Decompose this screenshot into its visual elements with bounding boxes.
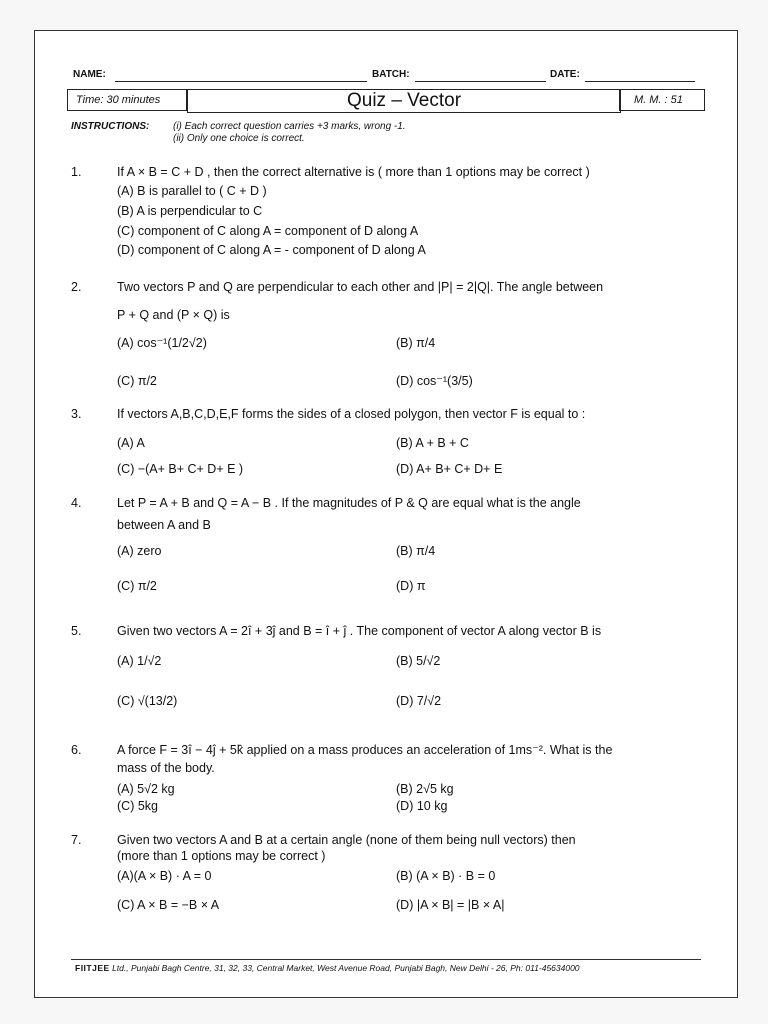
q2-option-d[interactable]: (D) cos⁻¹(3/5) bbox=[396, 374, 473, 388]
q2-stem-line1: Two vectors P and Q are perpendicular to each other and |P| = 2|Q|. The angle between bbox=[117, 280, 604, 294]
q6-stem-line2: mass of the body. bbox=[117, 761, 215, 775]
q6-option-c[interactable]: (C) 5kg bbox=[117, 799, 158, 813]
q6-stem-line1: A force F = 3î − 4ĵ + 5k̂ applied on a mass produces an acceleration of 1ms⁻². What is the bbox=[117, 743, 613, 757]
instruction-2: (ii) Only one choice is correct. bbox=[173, 133, 305, 144]
q3-option-a[interactable]: (A) A bbox=[117, 436, 145, 450]
q7-stem-line2: (more than 1 options may be correct ) bbox=[117, 849, 326, 863]
q3-stem: If vectors A,B,C,D,E,F forms the sides of a closed polygon, then vector F is equal to : bbox=[117, 407, 586, 421]
q3-number: 3. bbox=[71, 407, 82, 421]
q1-option-c[interactable]: (C) component of C along A = component of D along A bbox=[117, 224, 419, 238]
q6-number: 6. bbox=[71, 743, 82, 757]
q5-option-d[interactable]: (D) 7/√2 bbox=[396, 694, 442, 708]
q4-number: 4. bbox=[71, 496, 82, 510]
max-marks: M. M. : 51 bbox=[634, 94, 683, 106]
footer-rule bbox=[71, 959, 701, 960]
q7-number: 7. bbox=[71, 833, 82, 847]
q1-number: 1. bbox=[71, 165, 82, 179]
q2-number: 2. bbox=[71, 280, 82, 294]
q4-stem-line2: between A and B bbox=[117, 518, 211, 532]
time-text: Time: 30 minutes bbox=[76, 94, 161, 106]
q2-option-b[interactable]: (B) π/4 bbox=[396, 336, 436, 350]
q7-option-b[interactable]: (B) (A × B) · B = 0 bbox=[396, 869, 496, 883]
footer bbox=[75, 963, 580, 973]
q5-number: 5. bbox=[71, 624, 82, 638]
date-line bbox=[585, 81, 695, 82]
q3-option-b[interactable]: (B) A + B + C bbox=[396, 436, 469, 450]
q1-option-b[interactable]: (B) A is perpendicular to C bbox=[117, 204, 263, 218]
q6-option-d[interactable]: (D) 10 kg bbox=[396, 799, 448, 813]
title-box bbox=[187, 89, 621, 113]
q7-option-d[interactable]: (D) |A × B| = |B × A| bbox=[396, 898, 505, 912]
q4-option-a[interactable]: (A) zero bbox=[117, 544, 162, 558]
q5-option-b[interactable]: (B) 5/√2 bbox=[396, 654, 441, 668]
q4-option-d[interactable]: (D) π bbox=[396, 579, 426, 593]
footer-brand: FIITJEE bbox=[75, 963, 110, 973]
instruction-1: (i) Each correct question carries +3 marks, wrong -1. bbox=[173, 121, 406, 132]
name-line bbox=[115, 81, 367, 82]
q1-option-a[interactable]: (A) B is parallel to ( C + D ) bbox=[117, 184, 267, 198]
q4-option-c[interactable]: (C) π/2 bbox=[117, 579, 157, 593]
worksheet-page bbox=[34, 30, 738, 998]
batch-line bbox=[415, 81, 546, 82]
q2-option-a[interactable]: (A) cos⁻¹(1/2√2) bbox=[117, 336, 207, 350]
q3-option-d[interactable]: (D) A+ B+ C+ D+ E bbox=[396, 462, 503, 476]
q2-stem-line2: P + Q and (P × Q) is bbox=[117, 308, 230, 322]
batch-label: BATCH: bbox=[372, 69, 410, 80]
q1-stem-text: If A × B = C + D , then the correct alternative is ( more than 1 options may be correct ) bbox=[117, 165, 590, 179]
q3-option-c[interactable]: (C) −(A+ B+ C+ D+ E ) bbox=[117, 462, 244, 476]
q4-option-b[interactable]: (B) π/4 bbox=[396, 544, 436, 558]
q7-stem-line1: Given two vectors A and B at a certain angle (none of them being null vectors) then bbox=[117, 833, 576, 847]
q1-stem bbox=[117, 164, 590, 180]
q7-option-c[interactable]: (C) A × B = −B × A bbox=[117, 898, 220, 912]
footer-address: Ltd., Punjabi Bagh Centre, 31, 32, 33, Central Market, West Avenue Road, Punjabi Bagh, New Delhi - 26, Ph: 011-45634000 bbox=[112, 963, 580, 973]
marks-box bbox=[619, 89, 705, 111]
q5-stem: Given two vectors A = 2î + 3ĵ and B = î + ĵ . The component of vector A along vector B is bbox=[117, 624, 602, 638]
q4-stem-line1: Let P = A + B and Q = A − B . If the magnitudes of P & Q are equal what is the angle bbox=[117, 496, 581, 510]
name-label: NAME: bbox=[73, 69, 106, 80]
q1-option-d[interactable]: (D) component of C along A = - component of D along A bbox=[117, 243, 426, 257]
q7-option-a[interactable]: (A)(A × B) · A = 0 bbox=[117, 869, 212, 883]
q6-option-b[interactable]: (B) 2√5 kg bbox=[396, 782, 454, 796]
time-box bbox=[67, 89, 187, 111]
page-title: Quiz – Vector bbox=[346, 90, 462, 111]
date-label: DATE: bbox=[550, 69, 580, 80]
q6-option-a[interactable]: (A) 5√2 kg bbox=[117, 782, 175, 796]
instructions-label: INSTRUCTIONS: bbox=[71, 121, 150, 132]
q2-option-c[interactable]: (C) π/2 bbox=[117, 374, 157, 388]
q5-option-a[interactable]: (A) 1/√2 bbox=[117, 654, 162, 668]
q5-option-c[interactable]: (C) √(13/2) bbox=[117, 694, 178, 708]
